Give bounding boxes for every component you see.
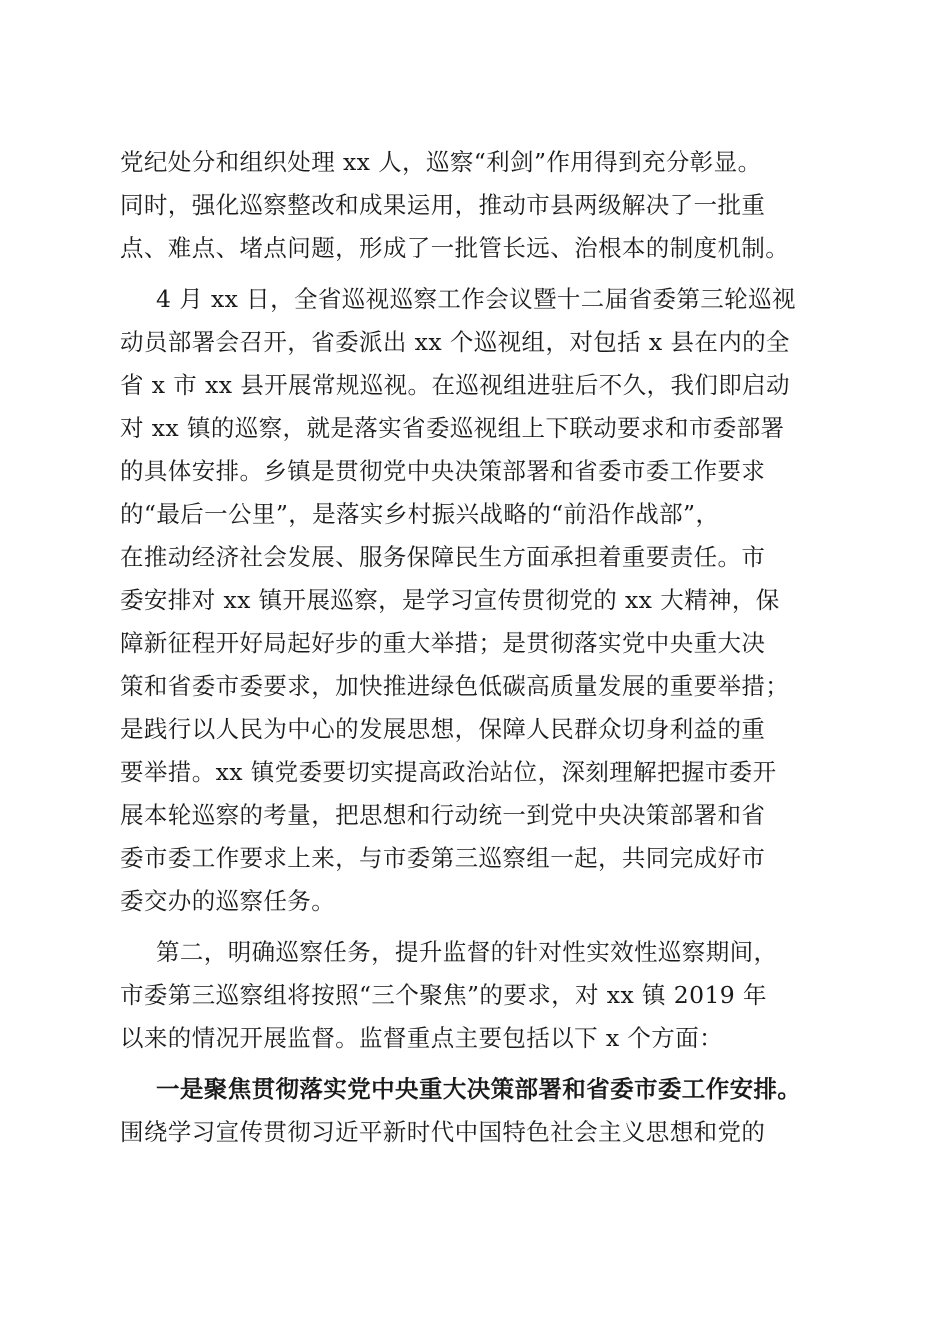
- text-line: 对 xx 镇的巡察，就是落实省委巡视组上下联动要求和市委部署: [120, 414, 785, 442]
- text-line: 党纪处分和组织处理 xx 人，巡察“利剑”作用得到充分彰显。: [120, 148, 762, 176]
- text-line: 的具体安排。乡镇是贯彻党中央决策部署和省委市委工作要求: [120, 457, 766, 485]
- text-line: 省 x 市 xx 县开展常规巡视。在巡视组进驻后不久，我们即启动: [120, 371, 790, 399]
- section-heading-line: 一是聚焦贯彻落实党中央重大决策部署和省委市委工作安排。: [156, 1075, 802, 1103]
- text-line: 委市委工作要求上来，与市委第三巡察组一起，共同完成好市: [120, 844, 766, 872]
- text-line: 委安排对 xx 镇开展巡察，是学习宣传贯彻党的 xx 大精神，保: [120, 586, 780, 614]
- text-line: 在推动经济社会发展、服务保障民生方面承担着重要责任。市: [120, 543, 766, 571]
- text-line: 市委第三巡察组将按照“三个聚焦”的要求，对 xx 镇 2019 年: [120, 981, 767, 1009]
- text-line: 是践行以人民为中心的发展思想，保障人民群众切身利益的重: [120, 715, 766, 743]
- text-line: 同时，强化巡察整改和成果运用，推动市县两级解决了一批重: [120, 191, 766, 219]
- text-line: 点、难点、堵点问题，形成了一批管长远、治根本的制度机制。: [120, 234, 790, 262]
- text-line: 动员部署会召开，省委派出 xx 个巡视组，对包括 x 县在内的全: [120, 328, 790, 356]
- text-line: 委交办的巡察任务。: [120, 887, 336, 915]
- paragraph-start-line: 4 月 xx 日，全省巡视巡察工作会议暨十二届省委第三轮巡视: [156, 285, 796, 313]
- text-line: 以来的情况开展监督。监督重点主要包括以下 x 个方面：: [120, 1024, 723, 1052]
- text-line: 展本轮巡察的考量，把思想和行动统一到党中央决策部署和省: [120, 801, 766, 829]
- text-line: 策和省委市委要求，加快推进绿色低碳高质量发展的重要举措；: [120, 672, 790, 700]
- text-line: 要举措。xx 镇党委要切实提高政治站位，深刻理解把握市委开: [120, 758, 777, 786]
- text-line: 障新征程开好局起好步的重大举措；是贯彻落实党中央重大决: [120, 629, 766, 657]
- text-line: 的“最后一公里”，是落实乡村振兴战略的“前沿作战部”，: [120, 500, 720, 528]
- text-line: 围绕学习宣传贯彻习近平新时代中国特色社会主义思想和党的: [120, 1118, 766, 1146]
- paragraph-start-line: 第二，明确巡察任务，提升监督的针对性实效性巡察期间，: [156, 938, 778, 966]
